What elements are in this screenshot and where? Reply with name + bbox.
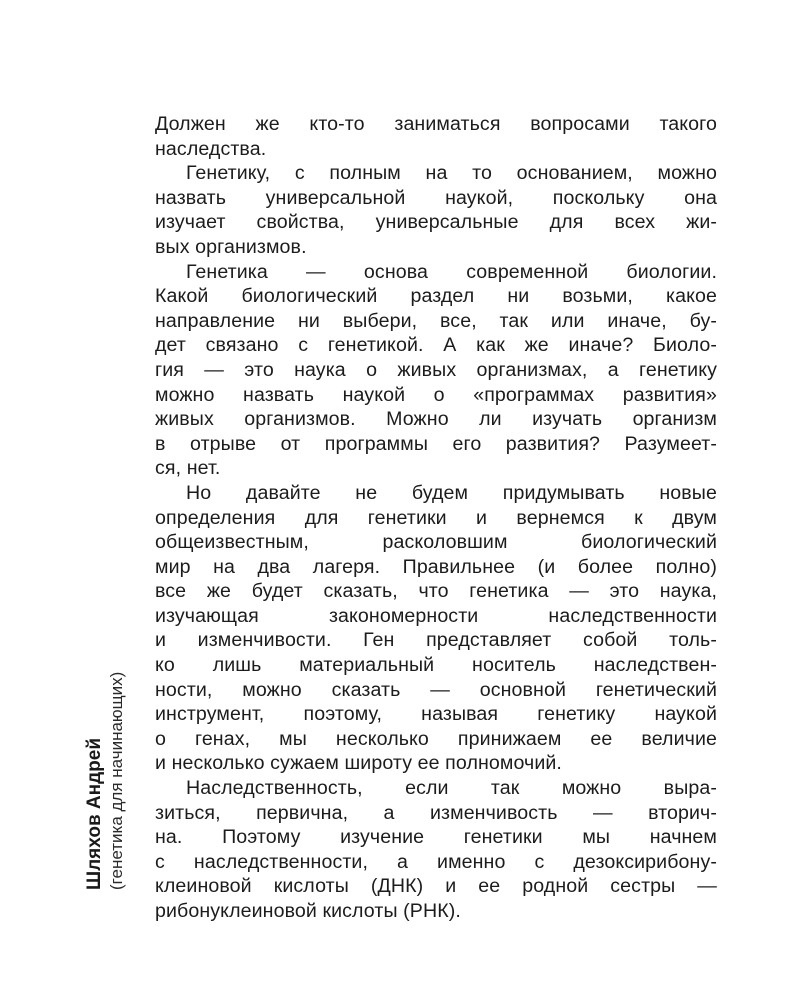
text-line: назвать универсальной наукой, поскольку она	[155, 186, 717, 209]
text-line: ности, можно сказать — основной генетический	[155, 678, 717, 701]
paragraph	[155, 161, 717, 259]
text-line: изучает свойства, универсальные для всех жи-	[155, 211, 717, 234]
text-line: и несколько сужаем широту ее полномочий.	[155, 752, 562, 775]
text-line: с наследственности, а именно с дезоксирибону-	[155, 850, 717, 873]
text-line: и изменчивости. Ген представляет собой толь-	[155, 629, 717, 652]
text-line: зиться, первична, а изменчивость — вторич-	[155, 801, 717, 824]
text-line: Какой биологический раздел ни возьми, какое	[155, 285, 717, 308]
text-line: Но давайте не будем придумывать новые	[186, 481, 717, 504]
text-line: в отрыве от программы его развития? Разумеет-	[155, 432, 717, 455]
paragraph	[155, 112, 717, 161]
text-line: на. Поэтому изучение генетики мы начнем	[155, 826, 717, 849]
text-line: определения для генетики и вернемся к двум	[155, 506, 717, 529]
paragraph	[155, 776, 717, 924]
text-line: общеизвестным, расколовшим биологический	[155, 531, 717, 554]
text-line: направление ни выбери, все, так или иначе, бу-	[155, 309, 717, 332]
text-line: мир на два лагеря. Правильнее (и более полно)	[155, 555, 717, 578]
body-text	[155, 112, 717, 924]
text-line: дет связано с генетикой. А как же иначе? Биоло-	[155, 334, 717, 357]
text-line: ся, нет.	[155, 457, 221, 480]
text-line: все же будет сказать, что генетика — это наука,	[155, 580, 717, 603]
paragraph	[155, 260, 717, 481]
text-line: инструмент, поэтому, называя генетику наукой	[155, 703, 717, 726]
text-line: Генетику, с полным на то основанием, можно	[186, 162, 717, 185]
text-line: можно назвать наукой о «программах развития»	[155, 383, 717, 406]
text-line: гия — это наука о живых организмах, а генетику	[155, 358, 717, 381]
text-line: Генетика — основа современной биологии.	[186, 260, 717, 283]
text-line: вых организмов.	[155, 235, 307, 258]
text-line: рибонуклеиновой кислоты (РНК).	[155, 900, 461, 922]
text-line: живых организмов. Можно ли изучать организм	[155, 408, 717, 431]
text-line: Наследственность, если так можно выра-	[186, 777, 717, 800]
running-head-side	[84, 672, 128, 890]
author-name: Шляхов Андрей	[84, 737, 105, 890]
text-line: изучающая закономерности наследственности	[155, 604, 717, 627]
book-title: (генетика для начинающих)	[107, 671, 126, 890]
text-line: Должен же кто-то заниматься вопросами такого	[155, 113, 717, 135]
text-line: клеиновой кислоты (ДНК) и ее родной сестры —	[155, 875, 717, 898]
text-line: о генах, мы несколько принижаем ее величие	[155, 727, 717, 750]
paragraph	[155, 481, 717, 776]
text-line: наследства.	[155, 137, 267, 160]
text-line: ко лишь материальный носитель наследствен-	[155, 654, 717, 677]
